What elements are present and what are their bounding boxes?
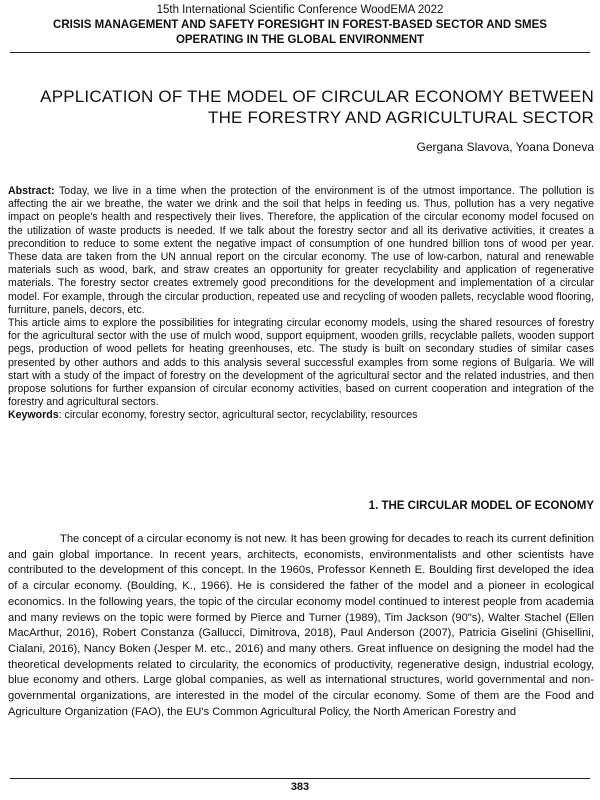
keywords-line <box>8 409 594 422</box>
abstract-block <box>8 185 594 423</box>
conference-theme-line-2: OPERATING IN THE GLOBAL ENVIRONMENT <box>175 34 425 46</box>
keywords-text: : circular economy, forestry sector, agricultural sector, recyclability, resources <box>58 409 418 422</box>
conference-header <box>10 3 590 53</box>
paper-title-line-1: APPLICATION OF THE MODEL OF CIRCULAR ECONOMY BETWEEN <box>40 87 594 106</box>
footer-divider <box>10 778 590 779</box>
abstract-paragraph-2: This article aims to explore the possibilities for integrating circular economy models, using the shared resources of forestry for the agricultural sector with the use of mulch wood, support equipment, wooden grills, recyclable pallets, wooden support pegs, production of wood pellets for heating greenhouses, etc. The study is built on secondary studies of similar cases presented by other authors and adds to this analysis several successful examples from some regions of Bulgaria. We will start with a study of the impact of forestry on the development of the agricultural sector and the related industries, and then propose solutions for further expansion of circular economy activities, based on current cooperation and integration of the forestry and agricultural sectors. <box>8 317 594 409</box>
abstract-text-1: Today, we live in a time when the protection of the environment is of the utmost importance. The pollution is affecting the air we breathe, the water we drink and the soil that helps in feeding us. Thus, pollution has a very negative impact on people's health and respectively their lives. Therefore, the application of the circular economy model focused on the utilization of waste products is needed. If we talk about the forestry sector and all its derivative activities, it creates a precondition to reduce to some extent the negative impact of consumption of one hundred billion tons of wood per year. These data are taken from the UN annual report on the circular economy. The use of low-carbon, natural and renewable materials such as wood, bark, and straw creates an opportunity for greater recyclability and application of regenerative materials. The forestry sector creates extremely good preconditions for the development and implementation of a circular model. For example, through the circular production, repeated use and recycling of wooden pallets, recyclable wood flooring, furniture, panels, decors, etc. <box>8 185 594 316</box>
paper-title-line-2: THE FORESTRY AND AGRICULTURAL SECTOR <box>208 108 594 127</box>
abstract-label: Abstract: <box>8 185 55 197</box>
keywords-label: Keywords <box>8 409 59 422</box>
abstract-paragraph-1 <box>8 185 594 317</box>
paper-title <box>8 86 594 128</box>
section-body <box>8 532 594 720</box>
paper-authors: Gergana Slavova, Yoana Doneva <box>416 140 594 154</box>
section-heading: 1. THE CIRCULAR MODEL OF ECONOMY <box>368 500 594 512</box>
section-paragraph-1: The concept of a circular economy is not new. It has been growing for decades to reach its current definition and gain global importance. In recent years, architects, economists, environmentalists and other scientists have contributed to the development of this concept. In the 1960s, Professor Kenneth E. Boulding first developed the idea of a circular economy. (Boulding, K., 1966). He is considered the father of the model and a pioneer in ecological economics. In the following years, the topic of the circular economy model continued to interest people from academia and many reviews on the topic were formed by Pierce and Turner (1989), Tim Jackson (90"s), Walter Stachel (Ellen MacArthur, 2016), Robert Constanza (Gallucci, Dimitrova, 2018), Paul Anderson (2007), Patricia Giselini (Ghisellini, Cialani, 2016), Nancy Boken (Jesper M. etc., 2016) and many others. Great influence on designing the model had the theoretical developments related to circularity, the economics of productivity, regenerative design, industrial ecology, blue economy and others. Large global companies, as well as international structures, world governmental and non-governmental organizations, are interested in the model of the circular economy. Some of them are the Food and Agriculture Organization (FAO), the EU's Common Agricultural Policy, the North American Forestry and <box>8 533 594 718</box>
conference-theme-line-1: CRISIS MANAGEMENT AND SAFETY FORESIGHT IN FOREST-BASED SECTOR AND SMES <box>53 19 547 31</box>
page-number: 383 <box>290 781 310 793</box>
conference-name: 15th International Scientific Conference WoodEMA 2022 <box>156 4 444 16</box>
